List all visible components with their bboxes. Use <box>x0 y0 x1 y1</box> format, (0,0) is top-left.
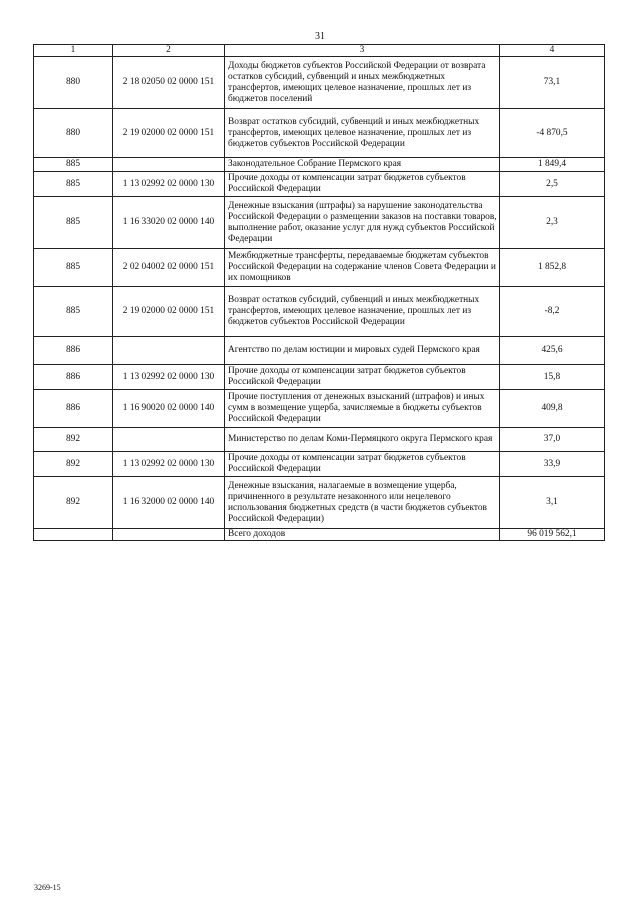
revenue-sum: 1 852,8 <box>500 249 605 287</box>
budget-code: 1 16 33020 02 0000 140 <box>113 197 225 249</box>
admin-code: 892 <box>34 428 113 452</box>
revenue-name: Возврат остатков субсидий, субвенций и иных межбюджетных трансфертов, имеющих целевое назначение, прошлых лет из бюджетов субъектов Российской Федерации <box>225 109 500 158</box>
table-row <box>34 158 605 172</box>
table-row <box>34 452 605 477</box>
table-row <box>34 249 605 287</box>
revenue-sum: 2,3 <box>500 197 605 249</box>
revenue-sum: 15,8 <box>500 365 605 390</box>
table-row <box>34 390 605 428</box>
admin-code: 892 <box>34 477 113 529</box>
revenue-name: Доходы бюджетов субъектов Российской Федерации от возврата остатков субсидий, субвенций и иных межбюджетных трансфертов, имеющих целевое назначение, прошлых лет из бюджетов поселений <box>225 57 500 109</box>
column-header-1: 1 <box>34 45 113 57</box>
admin-code: 885 <box>34 197 113 249</box>
revenue-name: Прочие доходы от компенсации затрат бюджетов субъектов Российской Федерации <box>225 452 500 477</box>
revenue-sum: 33,9 <box>500 452 605 477</box>
revenue-sum: 1 849,4 <box>500 158 605 172</box>
revenue-sum: 409,8 <box>500 390 605 428</box>
total-sum: 96 019 562,1 <box>500 529 605 541</box>
revenue-name: Возврат остатков субсидий, субвенций и иных межбюджетных трансфертов, имеющих целевое назначение, прошлых лет из бюджетов субъектов Российской Федерации <box>225 287 500 337</box>
admin-code: 880 <box>34 57 113 109</box>
revenue-name: Прочие поступления от денежных взысканий (штрафов) и иных сумм в возмещение ущерба, зачисляемые в бюджеты субъектов Российской Федерации <box>225 390 500 428</box>
column-header-3: 3 <box>225 45 500 57</box>
admin-code: 886 <box>34 390 113 428</box>
revenue-sum: 2,5 <box>500 172 605 197</box>
budget-code: 1 16 32000 02 0000 140 <box>113 477 225 529</box>
revenue-table <box>33 44 605 541</box>
budget-code: 2 19 02000 02 0000 151 <box>113 287 225 337</box>
budget-code: 1 13 02992 02 0000 130 <box>113 452 225 477</box>
revenue-name: Прочие доходы от компенсации затрат бюджетов субъектов Российской Федерации <box>225 365 500 390</box>
page-number: 31 <box>315 31 325 42</box>
table-row <box>34 172 605 197</box>
budget-code <box>113 158 225 172</box>
table-row <box>34 365 605 390</box>
table-row <box>34 109 605 158</box>
table-row <box>34 287 605 337</box>
budget-code: 2 19 02000 02 0000 151 <box>113 109 225 158</box>
revenue-name: Прочие доходы от компенсации затрат бюджетов субъектов Российской Федерации <box>225 172 500 197</box>
revenue-name: Министерство по делам Коми-Пермяцкого округа Пермского края <box>225 428 500 452</box>
column-header-4: 4 <box>500 45 605 57</box>
revenue-name: Денежные взыскания, налагаемые в возмещение ущерба, причиненного в результате незаконного или нецелевого использования бюджетных средств (в части бюджетов субъектов Российской Федерации) <box>225 477 500 529</box>
admin-code: 885 <box>34 172 113 197</box>
budget-code: 2 18 02050 02 0000 151 <box>113 57 225 109</box>
document-code: 3269-15 <box>34 883 61 892</box>
table-row <box>34 197 605 249</box>
column-header-2: 2 <box>113 45 225 57</box>
revenue-sum: 425,6 <box>500 337 605 365</box>
revenue-name: Законодательное Собрание Пермского края <box>225 158 500 172</box>
table-row <box>34 428 605 452</box>
revenue-sum: -4 870,5 <box>500 109 605 158</box>
revenue-name: Межбюджетные трансферты, передаваемые бюджетам субъектов Российской Федерации на содержание членов Совета Федерации и их помощников <box>225 249 500 287</box>
budget-code: 1 13 02992 02 0000 130 <box>113 365 225 390</box>
total-label: Всего доходов <box>225 529 500 541</box>
budget-code <box>113 337 225 365</box>
revenue-name: Агентство по делам юстиции и мировых судей Пермского края <box>225 337 500 365</box>
total-row <box>34 529 605 541</box>
admin-code: 880 <box>34 109 113 158</box>
column-number-row <box>34 45 605 57</box>
admin-code: 885 <box>34 287 113 337</box>
admin-code <box>34 529 113 541</box>
admin-code: 886 <box>34 365 113 390</box>
admin-code: 885 <box>34 158 113 172</box>
revenue-sum: 73,1 <box>500 57 605 109</box>
revenue-sum: -8,2 <box>500 287 605 337</box>
budget-code <box>113 428 225 452</box>
admin-code: 892 <box>34 452 113 477</box>
admin-code: 886 <box>34 337 113 365</box>
admin-code: 885 <box>34 249 113 287</box>
budget-code: 1 16 90020 02 0000 140 <box>113 390 225 428</box>
table-row <box>34 337 605 365</box>
revenue-name: Денежные взыскания (штрафы) за нарушение законодательства Российской Федерации о размещении заказов на поставки товаров, выполнение работ, оказание услуг для нужд субъектов Российской Федерации <box>225 197 500 249</box>
budget-code: 1 13 02992 02 0000 130 <box>113 172 225 197</box>
budget-code <box>113 529 225 541</box>
budget-code: 2 02 04002 02 0000 151 <box>113 249 225 287</box>
revenue-sum: 37,0 <box>500 428 605 452</box>
table-row <box>34 57 605 109</box>
table-row <box>34 477 605 529</box>
revenue-sum: 3,1 <box>500 477 605 529</box>
